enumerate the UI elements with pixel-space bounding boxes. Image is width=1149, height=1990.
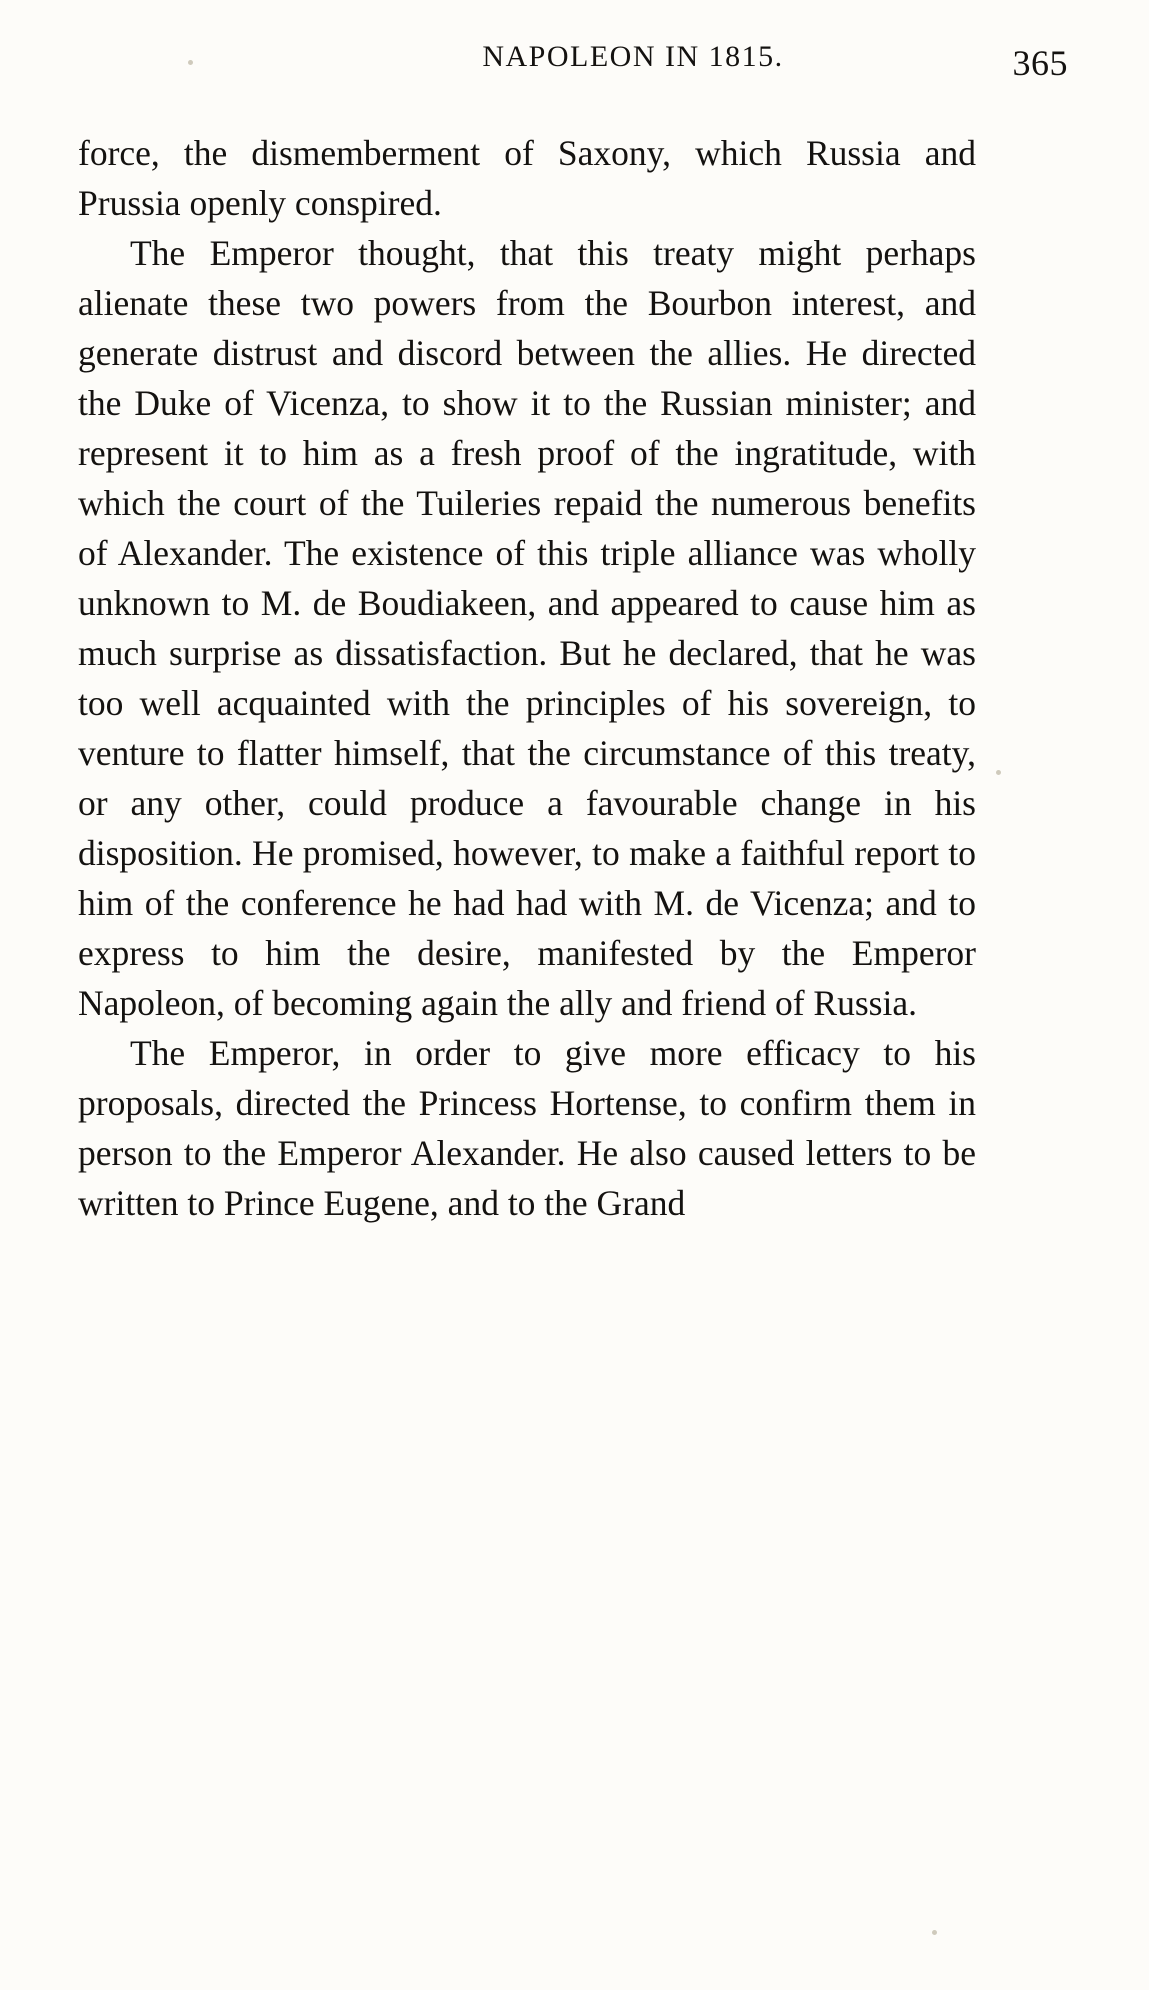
running-head — [78, 40, 1068, 100]
running-head-title: NAPOLEON IN 1815. — [482, 40, 784, 73]
body-text — [78, 128, 976, 1228]
page-number: 365 — [1012, 43, 1068, 83]
paragraph: The Emperor, in order to give more efficacy to his proposals, directed the Princess Hortense, to confirm them in person to the Emperor Alexander. He also caused letters to be written to Prince Eugene, and to the Grand — [78, 1033, 976, 1223]
page-speck — [932, 1930, 937, 1935]
paragraph: force, the dismemberment of Saxony, which Russia and Prussia openly conspired. — [78, 133, 976, 223]
paragraph: The Emperor thought, that this treaty might perhaps alienate these two powers from the Bourbon interest, and generate distrust and discord between the allies. He directed the Duke of Vicenza, to show it to the Russian minister; and represent it to him as a fresh proof of the ingratitude, with which the court of the Tuileries repaid the numerous benefits of Alexander. The existence of this triple alliance was wholly unknown to M. de Boudiakeen, and appeared to cause him as much surprise as dissatisfaction. But he declared, that he was too well acquainted with the principles of his sovereign, to venture to flatter himself, that the circumstance of this treaty, or any other, could produce a favourable change in his disposition. He promised, however, to make a faithful report to him of the conference he had had with M. de Vicenza; and to express to him the desire, manifested by the Emperor Napoleon, of becoming again the ally and friend of Russia. — [78, 233, 976, 1023]
